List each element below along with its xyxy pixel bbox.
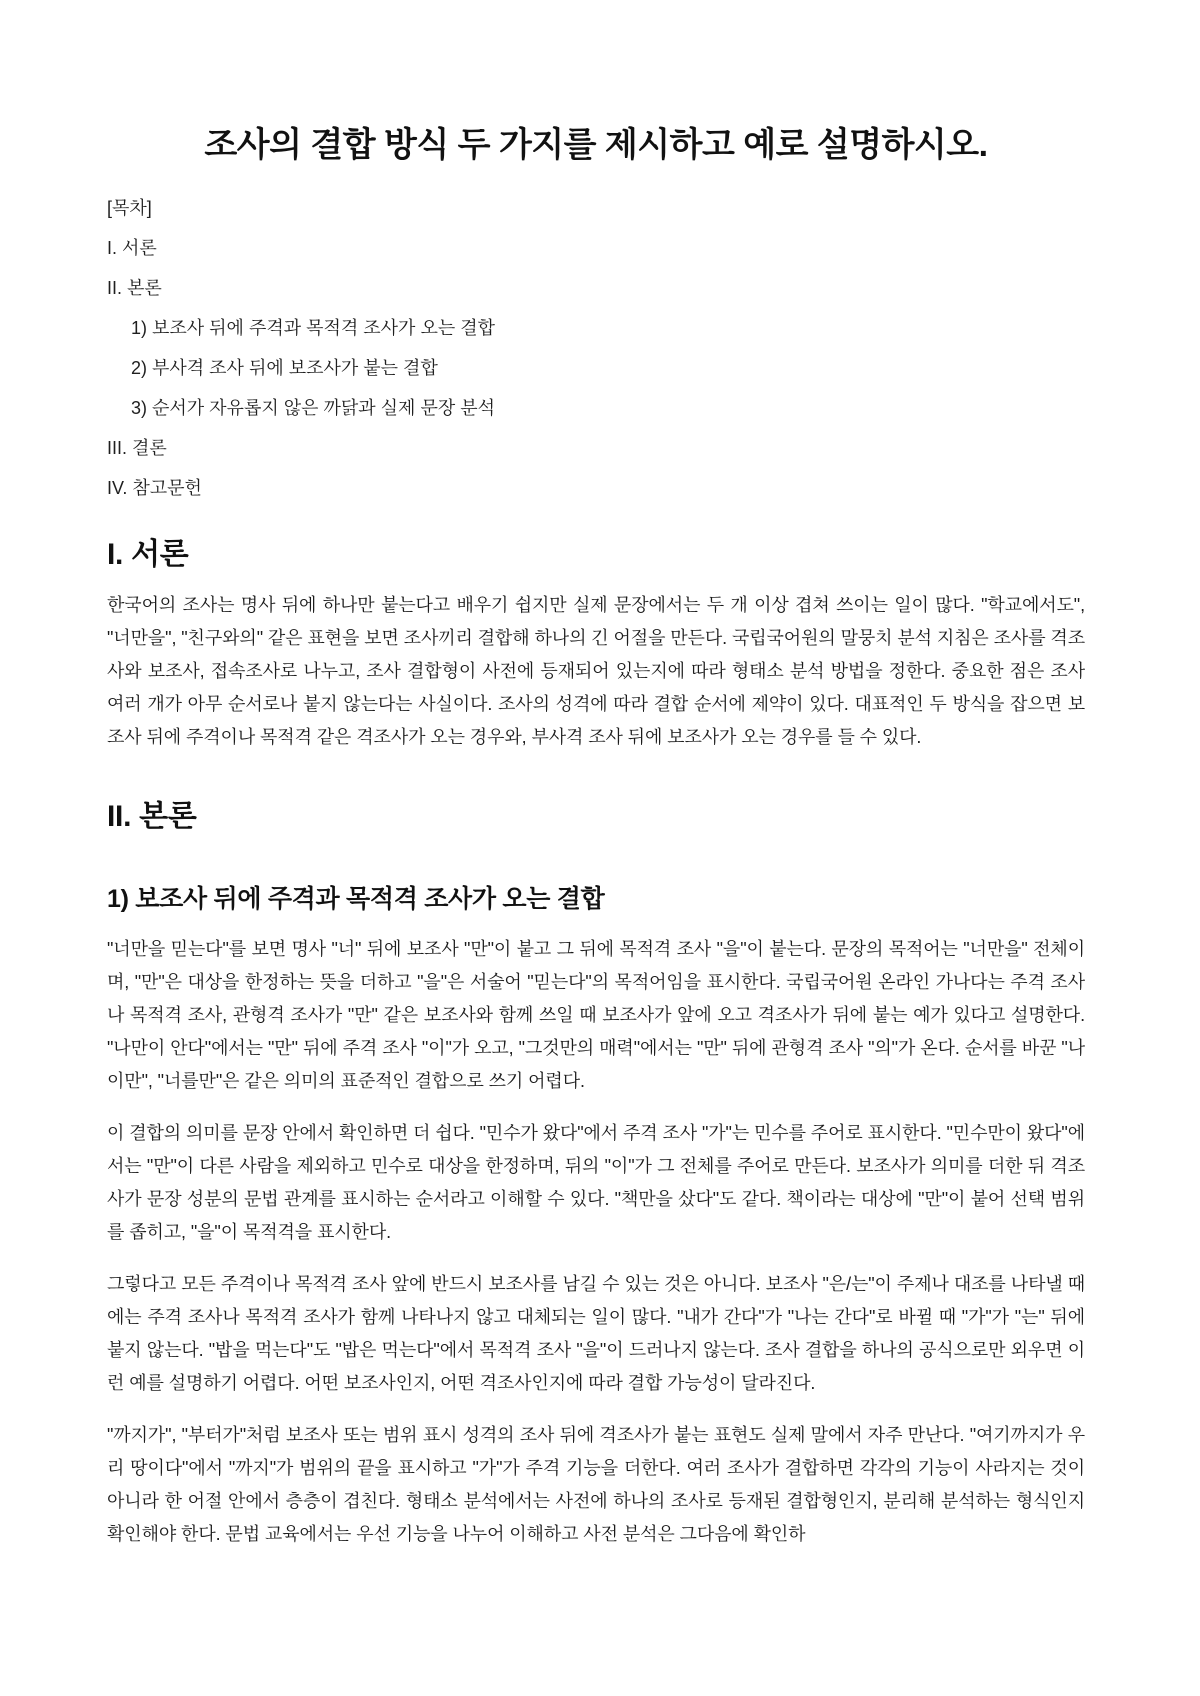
toc-item-main-body: II. 본론 (107, 278, 162, 298)
subsection-heading-1: 1) 보조사 뒤에 주격과 목적격 조사가 오는 결합 (107, 885, 605, 913)
toc-item-references: IV. 참고문헌 (107, 478, 202, 498)
document-title: 조사의 결합 방식 두 가지를 제시하고 예로 설명하시오. (204, 126, 988, 164)
toc-subitem-2: 2) 부사격 조사 뒤에 보조사가 붙는 결합 (131, 358, 438, 378)
section-heading-main-body: II. 본론 (107, 800, 197, 833)
body-paragraph: 한국어의 조사는 명사 뒤에 하나만 붙는다고 배우기 쉽지만 실제 문장에서는 두 개 이상 겹쳐 쓰이는 일이 많다. "학교에서도", "너만을", "친구와의" 같은 표현을 보면 조사끼리 결합해 하나의 긴 어절을 만든다. 국립국어원의 말뭉치 분석 지침은 조사를 격조사와 보조사, 접속조사로 나누고, 조사 결합형이 사전에 등재되어 있는지에 따라 형태소 분석 방법을 정한다. 중요한 점은 조사 여러 개가 아무 순서로나 붙지 않는다는 사실이다. 조사의 성격에 따라 결합 순서에 제약이 있다. 대표적인 두 방식을 잡으면 보조사 뒤에 주격이나 목적격 같은 격조사가 오는 경우와, 부사격 조사 뒤에 보조사가 오는 경우를 들 수 있다. (107, 595, 1085, 747)
body-paragraph: "까지가", "부터가"처럼 보조사 또는 범위 표시 성격의 조사 뒤에 격조사가 붙는 표현도 실제 말에서 자주 만난다. "여기까지가 우리 땅이다"에서 "까지"가 범위의 끝을 표시하고 "가"가 주격 기능을 더한다. 여러 조사가 결합하면 각각의 기능이 사라지는 것이 아니라 한 어절 안에서 층층이 겹친다. 형태소 분석에서는 사전에 하나의 조사로 등재된 결합형인지, 분리해 분석하는 형식인지 확인해야 한다. 문법 교육에서는 우선 기능을 나누어 이해하고 사전 분석은 그다음에 확인하 (107, 1425, 1085, 1544)
body-paragraph: "너만을 믿는다"를 보면 명사 "너" 뒤에 보조사 "만"이 붙고 그 뒤에 목적격 조사 "을"이 붙는다. 문장의 목적어는 "너만을" 전체이며, "만"은 대상을 한정하는 뜻을 더하고 "을"은 서술어 "믿는다"의 목적어임을 표시한다. 국립국어원 온라인 가나다는 주격 조사나 목적격 조사, 관형격 조사가 "만" 같은 보조사와 함께 쓰일 때 보조사가 앞에 오고 격조사가 뒤에 붙는 예가 있다고 설명한다. "나만이 안다"에서는 "만" 뒤에 주격 조사 "이"가 오고, "그것만의 매력"에서는 "만" 뒤에 관형격 조사 "의"가 온다. 순서를 바꾼 "나이만", "너를만"은 같은 의미의 표준적인 결합으로 쓰기 어렵다. (107, 939, 1085, 1091)
body-paragraph: 그렇다고 모든 주격이나 목적격 조사 앞에 반드시 보조사를 남길 수 있는 것은 아니다. 보조사 "은/는"이 주제나 대조를 나타낼 때에는 주격 조사나 목적격 조사가 함께 나타나지 않고 대체되는 일이 많다. "내가 간다"가 "나는 간다"로 바뀔 때 "가"가 "는" 뒤에 붙지 않는다. "밥을 먹는다"도 "밥은 먹는다"에서 목적격 조사 "을"이 드러나지 않는다. 조사 결합을 하나의 공식으로만 외우면 이런 예를 설명하기 어렵다. 어떤 보조사인지, 어떤 격조사인지에 따라 결합 가능성이 달라진다. (107, 1274, 1085, 1393)
toc-item-conclusion: III. 결론 (107, 438, 167, 458)
body-paragraph: 이 결합의 의미를 문장 안에서 확인하면 더 쉽다. "민수가 왔다"에서 주격 조사 "가"는 민수를 주어로 표시한다. "민수만이 왔다"에서는 "만"이 다른 사람을 제외하고 민수로 대상을 한정하며, 뒤의 "이"가 그 전체를 주어로 만든다. 보조사가 의미를 더한 뒤 격조사가 문장 성분의 문법 관계를 표시하는 순서라고 이해할 수 있다. "책만을 샀다"도 같다. 책이라는 대상에 "만"이 붙어 선택 범위를 좁히고, "을"이 목적격을 표시한다. (107, 1123, 1085, 1242)
toc-item-introduction: I. 서론 (107, 238, 157, 258)
section-introduction (107, 535, 1085, 754)
table-of-contents (107, 188, 1085, 508)
toc-subitem-3: 3) 순서가 자유롭지 않은 까닭과 실제 문장 분석 (131, 398, 495, 418)
section-heading-introduction: I. 서론 (107, 538, 189, 571)
section-main-body (107, 797, 1085, 1551)
toc-subitem-1: 1) 보조사 뒤에 주격과 목적격 조사가 오는 결합 (131, 318, 495, 338)
toc-heading: [목차] (107, 198, 152, 218)
